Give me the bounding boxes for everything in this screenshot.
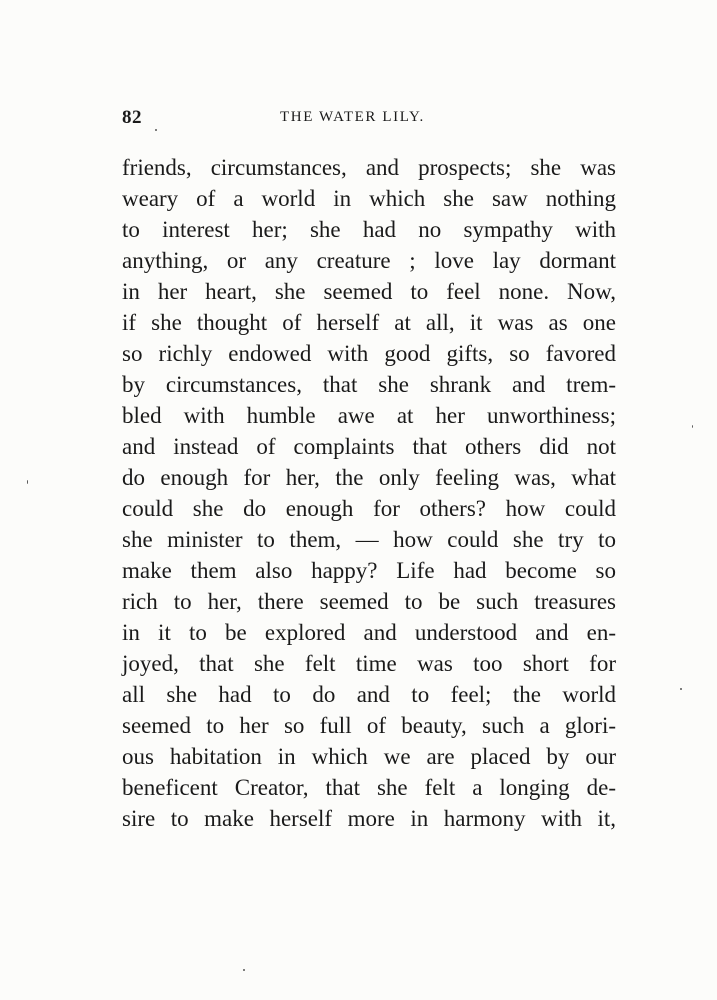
text-line: weary of a world in which she saw nothing — [122, 186, 616, 211]
text-line: anything, or any creature ; love lay dormant — [122, 248, 616, 273]
text-line: so richly endowed with good gifts, so favored — [122, 341, 616, 366]
paper-speck — [155, 129, 157, 131]
text-line: in her heart, she seemed to feel none. Now, — [122, 279, 616, 304]
text-line: make them also happy? Life had become so — [122, 558, 616, 583]
paper-speck — [692, 425, 693, 428]
text-line: joyed, that she felt time was too short for — [122, 651, 616, 676]
text-line: and instead of complaints that others did not — [122, 434, 616, 459]
text-line: in it to be explored and understood and en- — [122, 620, 616, 645]
text-line: to interest her; she had no sympathy with — [122, 217, 616, 242]
paper-speck — [243, 969, 245, 971]
text-line: bled with humble awe at her unworthiness; — [122, 403, 616, 428]
text-line: friends, circumstances, and prospects; she was — [122, 155, 616, 180]
paper-speck — [680, 688, 682, 690]
text-line: seemed to her so full of beauty, such a glori- — [122, 713, 616, 738]
paper-speck — [27, 480, 28, 484]
text-line: all she had to do and to feel; the world — [122, 682, 616, 707]
text-line: ous habitation in which we are placed by our — [122, 744, 616, 769]
running-title: THE WATER LILY. — [280, 109, 425, 125]
text-line: sire to make herself more in harmony with it, — [122, 806, 616, 831]
text-line: she minister to them, — how could she try to — [122, 527, 616, 552]
text-line: rich to her, there seemed to be such treasures — [122, 589, 616, 614]
text-line: by circumstances, that she shrank and trem- — [122, 372, 616, 397]
text-line: beneficent Creator, that she felt a longing de- — [122, 775, 616, 800]
text-line: if she thought of herself at all, it was as one — [122, 310, 616, 335]
running-head — [122, 107, 616, 133]
text-line: could she do enough for others? how could — [122, 496, 616, 521]
page-number: 82 — [122, 107, 142, 128]
body-text — [122, 152, 616, 834]
text-line: do enough for her, the only feeling was, what — [122, 465, 616, 490]
